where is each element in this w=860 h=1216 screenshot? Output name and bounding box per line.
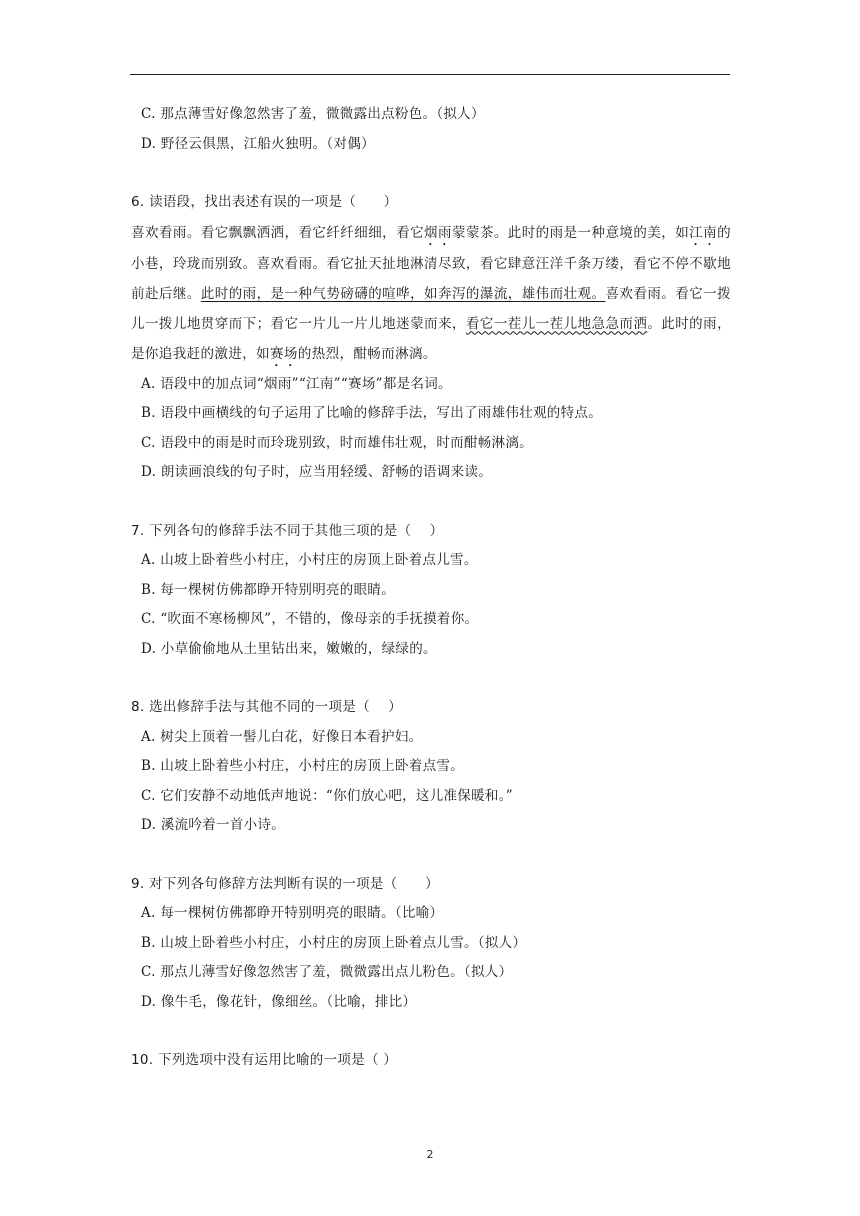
header-rule	[130, 74, 730, 75]
question-7-option-c: C. “吹面不寒杨柳风”，不错的，像母亲的手抚摸着你。	[141, 611, 479, 627]
question-8-stem: 8. 选出修辞手法与其他不同的一项是（ ）	[131, 699, 403, 715]
question-6-option-d: D. 朗读画浪线的句子时，应当用轻缓、舒畅的语调来读。	[141, 464, 493, 480]
option-d: D. 野径云俱黑，江船火独明。（对偶）	[141, 135, 375, 152]
wavy-underlined-sentence: 看它一茬儿一茬儿地急急而洒	[465, 315, 648, 332]
passage-text: 蒙蒙茶。此时的雨是一种意境的美，如	[451, 224, 690, 241]
dotted-word-jiangnan: 江南	[689, 224, 718, 241]
question-9-option-b: B. 山坡上卧着些小村庄，小村庄的房顶上卧着点儿雪。（拟人）	[141, 934, 527, 951]
question-8-option-d: D. 溪流吟着一首小诗。	[141, 817, 286, 833]
question-9-stem: 9. 对下列各句修辞方法判断有误的一项是（ ）	[131, 875, 439, 892]
question-6-passage	[131, 218, 731, 370]
passage-text: 的小巷，玲珑而别致。喜欢看雨。看它扯天扯地淋清尽致，看它肆意汪洋千条万缕，看它不停不歇地前赴后继。	[131, 224, 731, 302]
question-6-option-c: C. 语段中的雨是时而玲珑别致，时而雄伟壮观，时而酣畅淋漓。	[141, 434, 533, 451]
question-6-option-b: B. 语段中画横线的句子运用了比喻的修辞手法，写出了雨雄伟壮观的特点。	[141, 405, 603, 421]
question-7-option-d: D. 小草偷偷地从土里钻出来，嫩嫩的，绿绿的。	[141, 640, 437, 657]
question-7-option-a: A. 山坡上卧着些小村庄，小村庄的房顶上卧着点儿雪。	[141, 552, 478, 568]
passage-text: 喜欢看雨。看它飘飘洒洒，看它纤纤细细，看它	[131, 224, 425, 241]
question-7-stem: 7. 下列各句的修辞手法不同于其他三项的是（ ）	[131, 522, 444, 539]
question-8-option-c: C. 它们安静不动地低声地说：“你们放心吧，这儿准保暖和。”	[141, 787, 513, 804]
question-9-option-a: A. 每一棵树仿佛都睁开特别明亮的眼睛。（比喻）	[141, 905, 444, 921]
question-9-option-d: D. 像牛毛，像花针，像细丝。（比喻，排比）	[141, 993, 417, 1010]
question-10-stem: 10. 下列选项中没有运用比喻的一项是（ ）	[131, 1052, 398, 1068]
passage-text: 。此时的雨，是你追我赶的激进，如	[131, 315, 731, 362]
dotted-word-saichang: 赛场	[270, 345, 298, 362]
underlined-sentence: 此时的雨，是一种气势磅礴的喧哗，如奔泻的瀑流，雄伟而壮观。	[200, 285, 606, 302]
option-c: C. 那点薄雪好像忽然害了羞，微微露出点粉色。（拟人）	[141, 106, 485, 122]
question-8-option-a: A. 树尖上顶着一髻儿白花，好像日本看护妇。	[141, 728, 423, 745]
page-content	[131, 100, 731, 1076]
question-7-option-b: B. 每一棵树仿佛都睁开特别明亮的眼睛。	[141, 581, 396, 598]
passage-text: 喜欢看雨。看它一拨儿一拨儿地贯穿而下；看它一片儿一片儿地迷蒙而来，	[131, 285, 732, 332]
question-6-stem: 6. 读语段，找出表述有误的一项是（ ）	[131, 194, 398, 210]
question-8-option-b: B. 山坡上卧着些小村庄，小村庄的房顶上卧着点雪。	[141, 758, 465, 774]
passage-text: 的热烈，酣畅而淋漓。	[297, 345, 437, 362]
page-number: 2	[426, 1148, 434, 1161]
question-9-option-c: C. 那点儿薄雪好像忽然害了羞，微微露出点儿粉色。（拟人）	[141, 964, 513, 980]
dotted-word-yanyu: 烟雨	[424, 224, 452, 241]
question-6-option-a: A. 语段中的加点词“烟雨”“江南”“赛场”都是名词。	[141, 375, 452, 392]
